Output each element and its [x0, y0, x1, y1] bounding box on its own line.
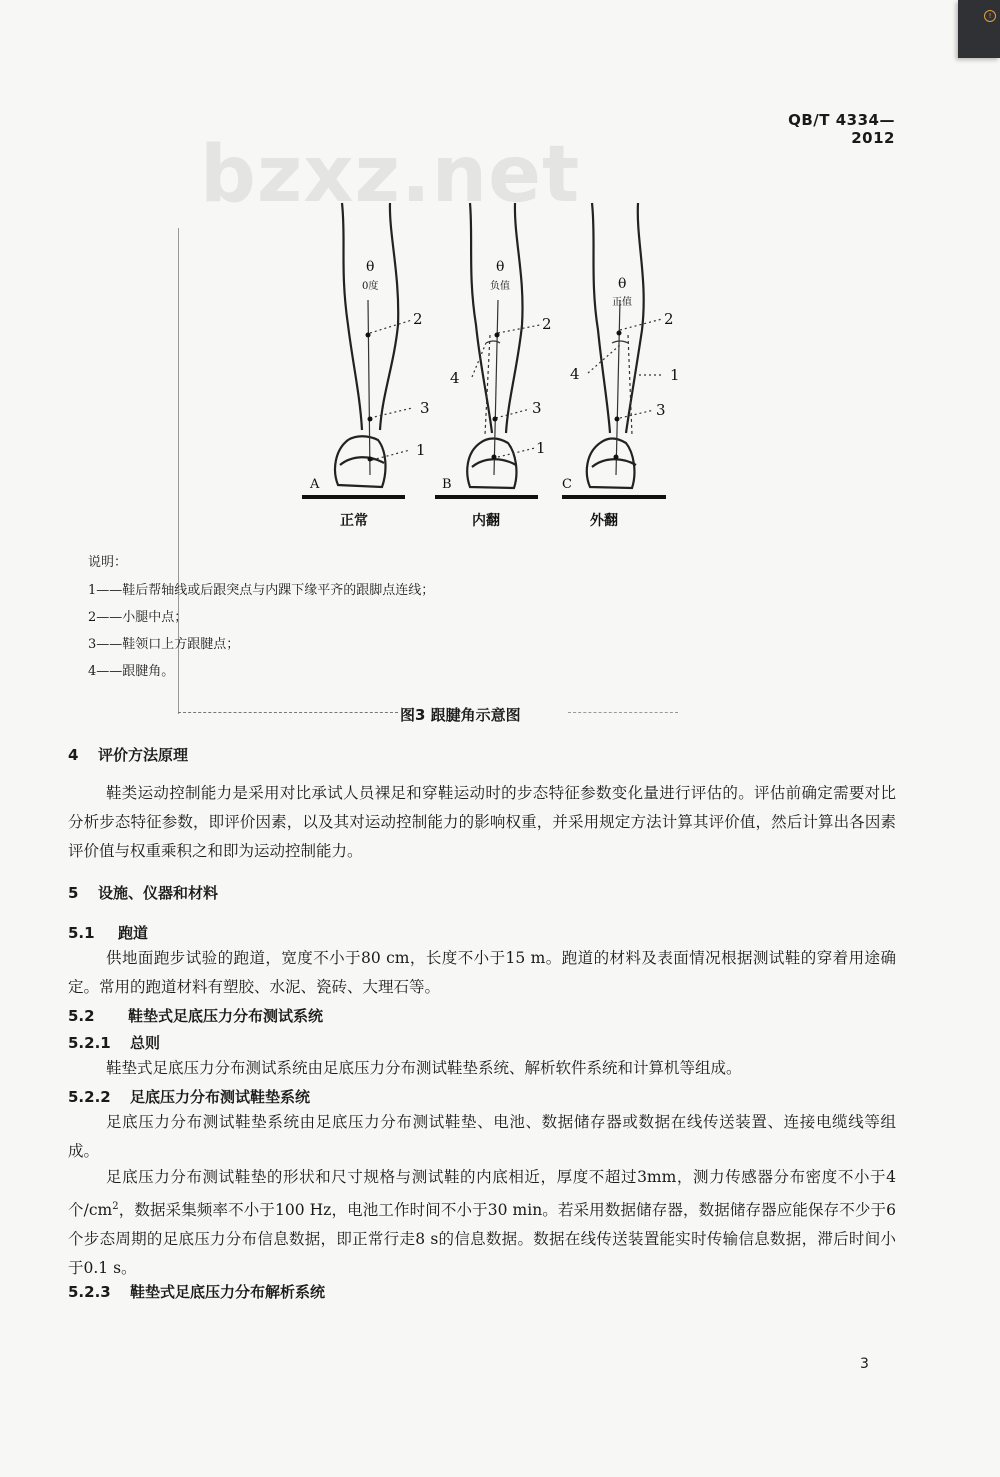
paragraph: 鞋类运动控制能力是采用对比承试人员裸足和穿鞋运动时的步态特征参数变化量进行评估的。评估前确定需要对比分析步态特征参数，即评价因素，以及其对运动控制能力的影响权重，并采用规定方法计算其评价值，然后计算出各因素评价值与权重乘积之和即为运动控制能力。 [68, 784, 896, 860]
svg-text:θ: θ [618, 276, 627, 292]
svg-text:3: 3 [656, 401, 666, 419]
info-icon[interactable]: ! [984, 10, 996, 22]
panel-caption: 正常 [340, 513, 368, 529]
svg-text:1: 1 [416, 441, 426, 459]
paragraph: 鞋垫式足底压力分布测试系统由足底压力分布测试鞋垫系统、解析软件系统和计算机等组成。 [106, 1059, 742, 1077]
scan-artifact-line [178, 712, 398, 713]
svg-text:1: 1 [670, 366, 680, 384]
svg-text:B: B [442, 477, 452, 492]
legend-item: 4——跟腱角。 [88, 664, 175, 679]
subsection-heading: 5.1 跑道 [68, 924, 149, 942]
standard-number: QB/T 4334—2012 [788, 111, 895, 147]
leg-outline [342, 203, 362, 430]
section-heading: 4 评价方法原理 [68, 746, 189, 764]
svg-text:4: 4 [570, 365, 580, 383]
svg-text:2: 2 [542, 315, 552, 333]
legend-item: 2——小腿中点； [88, 610, 188, 625]
page-number: 3 [860, 1356, 869, 1372]
scan-artifact-line [568, 712, 678, 713]
svg-text:3: 3 [420, 399, 430, 417]
paragraph: 供地面跑步试验的跑道，宽度不小于80 cm，长度不小于15 m。跑道的材料及表面情况根据测试鞋的穿着用途确定。常用的跑道材料有塑胶、水泥、瓷砖、大理石等。 [68, 949, 896, 996]
achilles-angle-figure [290, 195, 680, 540]
svg-text:2: 2 [664, 310, 674, 328]
viewer-corner-widget[interactable] [958, 0, 1000, 58]
leg-outline [380, 203, 398, 430]
subsection-heading: 5.2 鞋垫式足底压力分布测试系统 [68, 1007, 324, 1025]
subsection-heading: 5.2.2 足底压力分布测试鞋垫系统 [68, 1088, 311, 1106]
paragraph: 足底压力分布测试鞋垫的形状和尺寸规格与测试鞋的内底相近，厚度不超过3mm，测力传感器分布密度不小于4个$/cm^2$，数据采集频率不小于100 Hz，电池工作时间不小于30 min。若采用数据储存器，数据储存器应能保存不少于6个步态周期的足底压力分布信息数据，即正常行走8 s的信息数据。数据在线传送装置能实时传输信息数据，滞后时间小于0.1 s。 [68, 1168, 896, 1278]
svg-text:正值: 正值 [612, 297, 632, 308]
watermark: bzxz.net [200, 130, 581, 220]
svg-text:负值: 负值 [490, 281, 510, 292]
svg-text:外翻: 外翻 [590, 513, 618, 529]
svg-text:3: 3 [532, 399, 542, 417]
legend-title: 说明： [88, 555, 128, 570]
figure-caption: 图3 跟腱角示意图 [400, 706, 521, 724]
section-heading: 5 设施、仪器和材料 [68, 884, 219, 902]
legend-item: 1——鞋后帮轴线或后跟突点与内踝下缘平齐的跟脚点连线； [88, 583, 435, 598]
subsection-heading: 5.2.3 鞋垫式足底压力分布解析系统 [68, 1283, 326, 1301]
svg-text:2: 2 [413, 310, 423, 328]
svg-text:内翻: 内翻 [472, 513, 500, 529]
panel-letter: A [310, 477, 320, 492]
svg-text:θ: θ [496, 259, 505, 275]
svg-text:1: 1 [536, 439, 546, 457]
legend-item: 3——鞋领口上方跟腱点； [88, 637, 240, 652]
subsection-heading: 5.2.1 总则 [68, 1034, 161, 1052]
svg-text:C: C [562, 477, 572, 492]
paragraph: 足底压力分布测试鞋垫系统由足底压力分布测试鞋垫、电池、数据储存器或数据在线传送装置、连接电缆线等组成。 [68, 1113, 896, 1160]
svg-text:4: 4 [450, 369, 460, 387]
theta-label: θ [366, 259, 375, 275]
angle-label: 0度 [362, 281, 379, 292]
